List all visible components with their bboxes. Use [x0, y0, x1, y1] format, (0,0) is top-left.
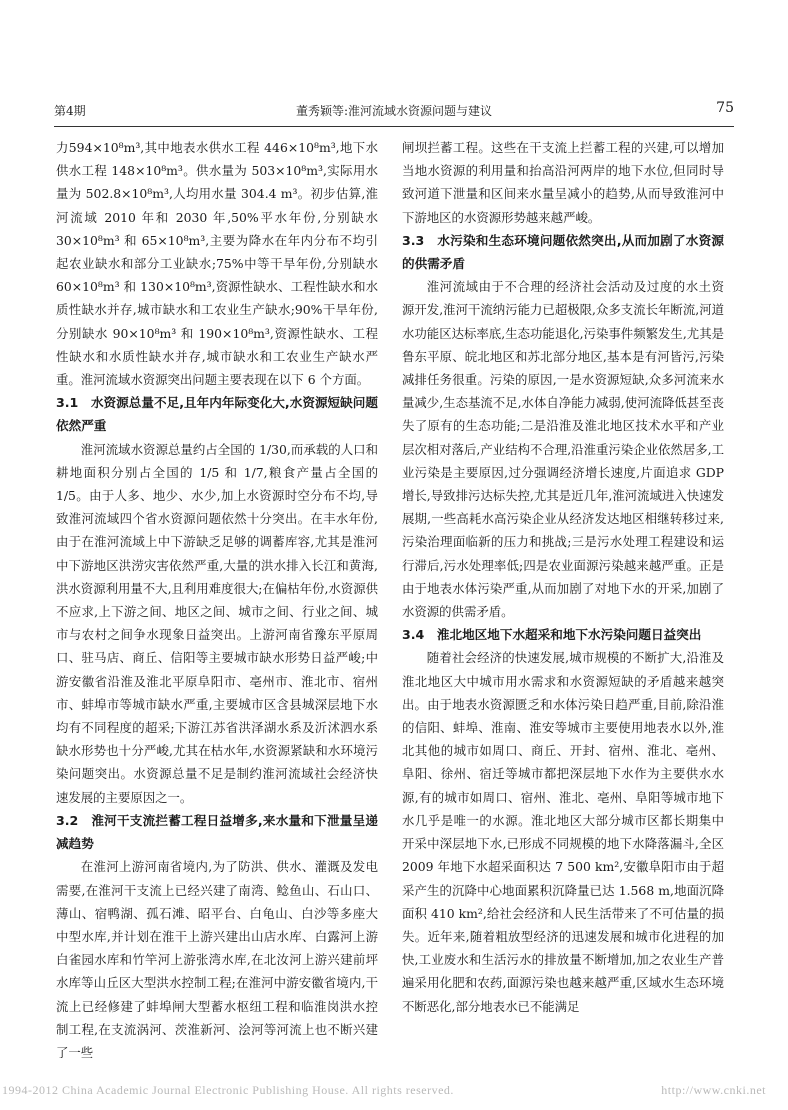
- paragraph-3-3: 淮河流域由于不合理的经济社会活动及过度的水土资源开发,淮河干流纳污能力已超极限,众多支流长年断流,河道水功能区达标率底,生态功能退化,污染事件频繁发生,尤其是鲁东平原、皖北地区和苏北部分地区,基本是有河皆污,污染减排任务很重。污染的原因,一是水资源短缺,众多河流来水量减少,生态基流不足,水体自净能力减弱,使河流降低甚至丧失了原有的生态功能;二是沿淮及淮北地区技术水平和产业层次相对落后,产业结构不合理,沿淮重污染企业依然居多,工业污染是主要原因,过分强调经济增长速度,片面追求 GDP 增长,导致排污达标失控,尤其是近几年,淮河流域进入快速发展期,一些高耗水高污染企业从经济发达地区相继转移过来,污染治理面临新的压力和挑战;三是污水处理工程建设和运行滞后,污水处理率低;四是农业面源污染越来越严重。正是由于地表水体污染严重,从而加剧了对地下水的开采,加剧了水资源的供需矛盾。: [402, 279, 724, 620]
- page-number: 75: [716, 100, 734, 116]
- publisher-url: http://www.cnki.net: [661, 1083, 766, 1097]
- copyright-notice: 1994-2012 China Academic Journal Electronic Publishing House. All rights reserved.: [2, 1083, 454, 1097]
- paragraph-3-4: 随着社会经济的快速发展,城市规模的不断扩大,沿淮及淮北地区大中城市用水需求和水资源短缺的矛盾越来越突出。由于地表水资源匮乏和水体污染日趋严重,目前,除沿淮的信阳、蚌埠、淮南、淮安等城市主要使用地表水以外,淮北其他的城市如周口、商丘、开封、宿州、淮北、亳州、阜阳、徐州、宿迁等城市都把深层地下水作为主要供水水源,有的城市如周口、宿州、淮北、亳州、阜阳等城市地下水几乎是唯一的水源。淮北地区大部分城市区都长期集中开采中深层地下水,已形成不同规模的地下水降落漏斗,全区 2009 年地下水超采面积达 7 500 km²,安徽阜阳市由于超采产生的沉降中心地面累积沉降量已达 1.568 m,地面沉降面积 410 km²,给社会经济和人民生活带来了不可估量的损失。近年来,随着粗放型经济的迅速发展和城市化进程的加快,工业废水和生活污水的排放量不断增加,加之农业生产普遍采用化肥和农药,面源污染也越来越严重,区域水生态环境不断恶化,部分地表水已不能满足: [402, 650, 724, 1014]
- paragraph-intro: 力594×10⁸m³,其中地表水供水工程 446×10⁸m³,地下水供水工程 148×10⁸m³。供水量为 503×10⁸m³,实际用水量为 502.8×10⁸m³,人均用水量 304.4 m³。初步估算,淮河流域 2010 年和 2030 年,50%平水年份,分别缺水 30×10⁸m³ 和 65×10⁸m³,主要为降水在年内分布不均引起农业缺水和部分工业缺水;75%中等干旱年份,分别缺水 60×10⁸m³ 和 130×10⁸m³,资源性缺水、工程性缺水和水质性缺水并存,城市缺水和工农业生产缺水;90%干旱年份,分别缺水 90×10⁸m³ 和 190×10⁸m³,资源性缺水、工程性缺水和水质性缺水并存,城市缺水和工农业生产缺水严重。淮河流域水资源突出问题主要表现在以下 6 个方面。: [56, 140, 378, 388]
- section-heading-3-4: 3.4 淮北地区地下水超采和地下水污染问题日益突出: [402, 627, 702, 643]
- issue-number: 第4期: [54, 104, 86, 118]
- paragraph-3-2-continued: 闸坝拦蓄工程。这些在干支流上拦蓄工程的兴建,可以增加当地水资源的利用量和抬高沿河两岸的地下水位,但同时导致河道下泄量和区间来水量呈减小的趋势,从而导致淮河中下游地区的水资源形势越来越严峻。: [402, 140, 724, 225]
- running-title: 董秀颖等:淮河流域水资源问题与建议: [295, 104, 493, 118]
- section-heading-3-3: 3.3 水污染和生态环境问题依然突出,从而加剧了水资源的供需矛盾: [402, 232, 724, 272]
- section-heading-3-1: 3.1 水资源总量不足,且年内年际变化大,水资源短缺问题依然严重: [56, 395, 378, 434]
- left-column: [56, 136, 378, 1060]
- paragraph-3-1: 淮河流域水资源总量约占全国的 1/30,而承载的人口和耕地面积分别占全国的 1/5 和 1/7,粮食产量占全国的 1/5。由于人多、地少、水少,加上水资源时空分布不均,导致淮河流域四个省水资源问题依然十分突出。在丰水年份,由于在淮河流域上中下游缺乏足够的调蓄库容,尤其是淮河中下游地区洪涝灾害依然严重,大量的洪水排入长江和黄海,洪水资源利用量不大,且利用难度很大;在偏枯年份,水资源供不应求,上下游之间、地区之间、城市之间、行业之间、城市与农村之间争水现象日益突出。上游河南省豫东平原周口、驻马店、商丘、信阳等主要城市缺水形势日益严峻;中游安徽省沿淮及淮北平原阜阳市、亳州市、淮北市、宿州市、蚌埠市等城市缺水严重,主要城市区含县城深层地下水均有不同程度的超采;下游江苏省洪泽湖水系及沂沭泗水系缺水形势也十分严峻,尤其在枯水年,水资源紧缺和水环境污染问题突出。水资源总量不足是制约淮河流域社会经济快速发展的主要原因之一。: [56, 441, 378, 805]
- page-footer: [0, 1083, 788, 1099]
- section-heading-3-2: 3.2 淮河干支流拦蓄工程日益增多,来水量和下泄量呈递减趋势: [56, 812, 378, 852]
- right-column: [402, 136, 724, 1026]
- paragraph-3-2: 在淮河上游河南省境内,为了防洪、供水、灌溉及发电需要,在淮河干支流上已经兴建了南湾、鲶鱼山、石山口、薄山、宿鸭湖、孤石滩、昭平台、白龟山、白沙等多座大中型水库,并计划在淮干上游兴建出山店水库、白露河上游白雀园水库和竹竿河上游张湾水库,在北汝河上游兴建前坪水库等山丘区大型洪水控制工程;在淮河中游安徽省境内,干流上已经修建了蚌埠闸大型蓄水枢纽工程和临淮岗洪水控制工程,在支流涡河、茨淮新河、浍河等河流上也不断兴建了一些: [56, 859, 378, 1060]
- page-header: [54, 92, 734, 127]
